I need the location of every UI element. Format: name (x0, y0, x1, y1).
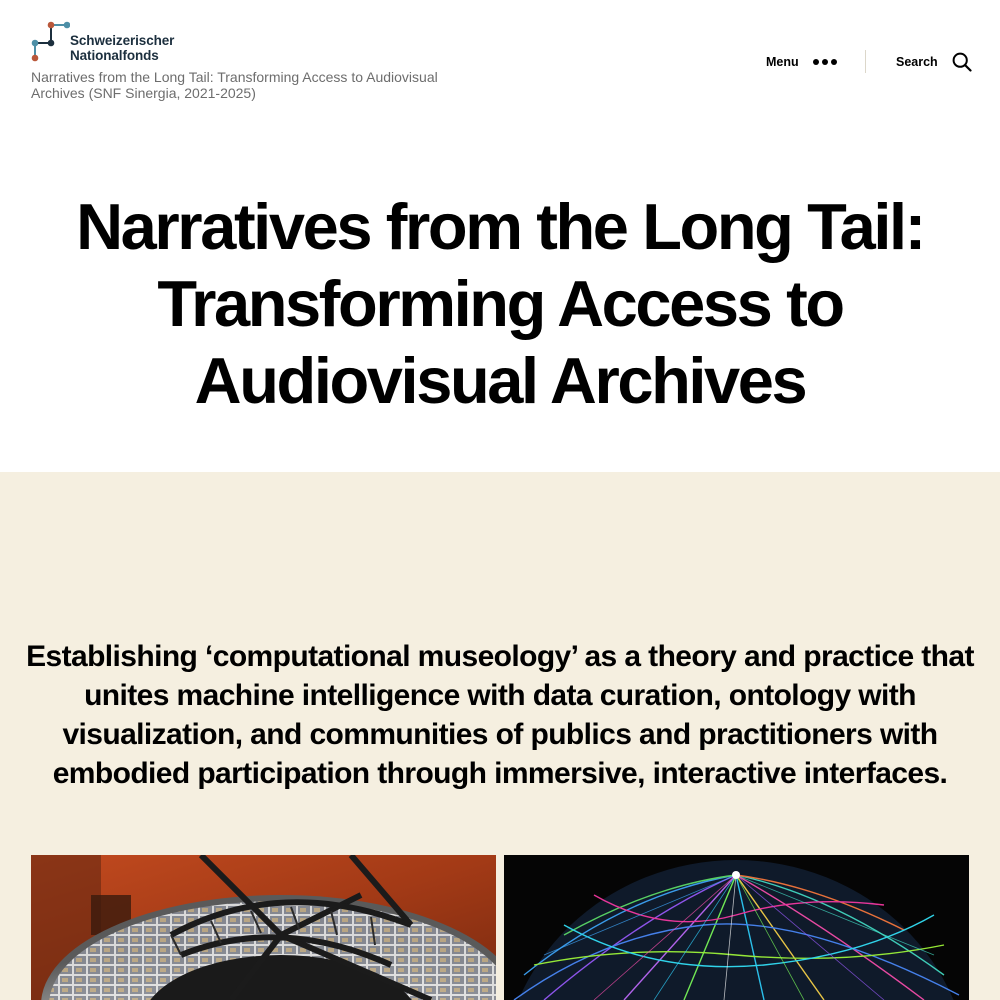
logo-line-2: Nationalfonds (70, 48, 159, 63)
site-tagline: Narratives from the Long Tail: Transforming Access to Audiovisual Archives (SNF Sinergia, 2021-2025) (31, 69, 438, 101)
site-logo-link[interactable] (30, 20, 190, 64)
snf-network-logo-icon (30, 20, 70, 64)
search-toggle-button[interactable] (896, 50, 972, 74)
logo-text (70, 33, 174, 63)
ellipsis-icon (813, 59, 837, 65)
page-title: Narratives from the Long Tail: Transforming Access to Audiovisual Archives (76, 190, 924, 417)
menu-toggle-button[interactable] (766, 50, 837, 74)
header-divider (865, 50, 866, 73)
cover-lead-text: Establishing ‘computational museology’ as a theory and practice that unites machine intelligence with data curation, ontology with visualization, and communities of publics and practitioners with embodied participation through immersive, interactive interfaces. (26, 640, 974, 790)
search-icon (952, 52, 972, 72)
network-visualization-sphere-photo (504, 855, 969, 1000)
immersive-installation-photo (31, 855, 496, 1000)
search-label: Search (896, 55, 938, 69)
menu-label: Menu (766, 55, 799, 69)
site-header (0, 0, 1000, 120)
logo-line-1: Schweizerischer (70, 33, 175, 48)
